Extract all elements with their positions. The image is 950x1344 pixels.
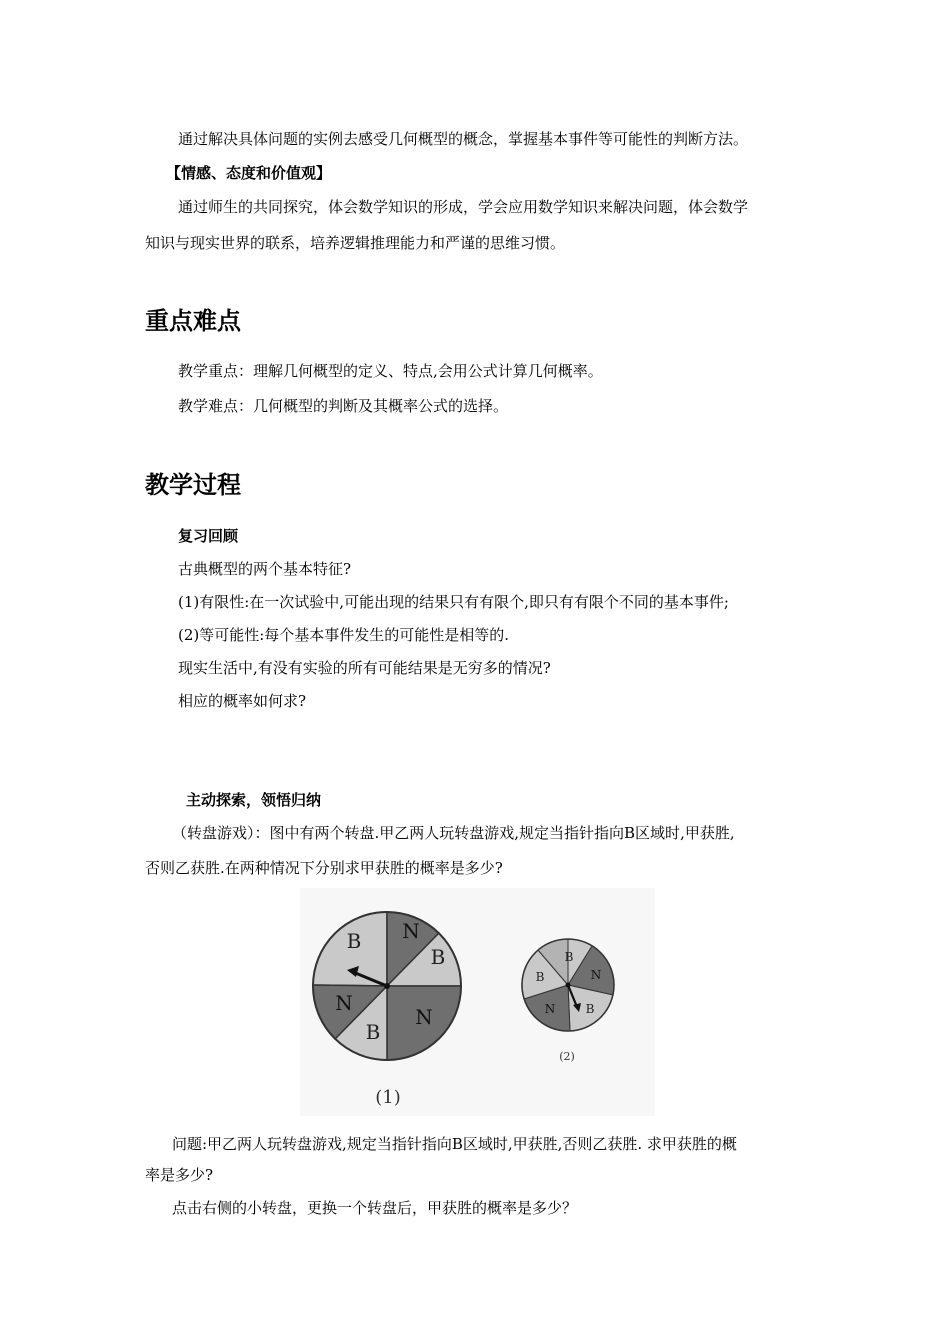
review-title: 复习回顾 <box>178 527 239 545</box>
question-line-1: 问题:甲乙两人玩转盘游戏,规定当指针指向B区域时,甲获胜,否则乙获胜. 求甲获胜的概 <box>172 1135 737 1153</box>
spinner-figure <box>300 888 655 1116</box>
wheel1-label: N <box>415 1005 433 1029</box>
wheel2-label: N <box>590 968 602 982</box>
spinner-wheel-1 <box>313 912 461 1060</box>
wheel2-label: N <box>544 1002 556 1016</box>
wheel1-label: N <box>335 991 353 1015</box>
explore-title: 主动探索，领悟归纳 <box>186 791 322 809</box>
teaching-difficulty: 教学难点：几何概型的判断及其概率公式的选择。 <box>178 397 509 415</box>
review-line: 相应的概率如何求? <box>178 692 307 710</box>
teaching-focus: 教学重点：理解几何概型的定义、特点,会用公式计算几何概率。 <box>178 362 603 380</box>
wheel2-label: B <box>585 1002 595 1016</box>
wheel1-label: B <box>365 1020 381 1044</box>
review-line: (2)等可能性:每个基本事件发生的可能性是相等的. <box>178 626 510 644</box>
process-heading: 教学过程 <box>145 471 241 499</box>
wheel2-label: B <box>564 950 574 964</box>
wheel1-label: N <box>402 919 420 943</box>
explore-intro-line-1: （转盘游戏）：图中有两个转盘.甲乙两人玩转盘游戏,规定当指针指向B区域时,甲获胜, <box>172 824 735 842</box>
question-line-2: 率是多少? <box>145 1166 214 1184</box>
emotion-text-line-1: 通过师生的共同探究，体会数学知识的形成，学会应用数学知识来解决问题，体会数学 <box>178 198 749 216</box>
review-line: 现实生活中,有没有实验的所有可能结果是无穷多的情况? <box>178 659 551 677</box>
wheel1-label: B <box>346 929 362 953</box>
emotion-text-line-2: 知识与现实世界的联系，培养逻辑推理能力和严谨的思维习惯。 <box>145 234 566 252</box>
wheel1-label: B <box>430 945 446 969</box>
wheel2-caption: (2) <box>559 1050 575 1063</box>
wheel2-label: B <box>535 970 545 984</box>
review-line: 古典概型的两个基本特征? <box>178 560 352 578</box>
emotion-heading: 【情感、态度和价值观】 <box>166 164 332 182</box>
explore-intro-line-2: 否则乙获胜.在两种情况下分别求甲获胜的概率是多少? <box>145 859 503 877</box>
process-objective-text: 通过解决具体问题的实例去感受几何概型的概念，掌握基本事件等可能性的判断方法。 <box>178 130 749 148</box>
spinner-figure-svg <box>300 888 655 1116</box>
wheel1-caption: (1) <box>375 1087 401 1108</box>
spinner-wheel-2[interactable] <box>522 939 614 1031</box>
review-line: (1)有限性:在一次试验中,可能出现的结果只有有限个,即只有有限个不同的基本事件; <box>178 593 729 611</box>
key-points-heading: 重点难点 <box>145 307 241 335</box>
question-line-3: 点击右侧的小转盘，更换一个转盘后，甲获胜的概率是多少？ <box>172 1199 578 1217</box>
